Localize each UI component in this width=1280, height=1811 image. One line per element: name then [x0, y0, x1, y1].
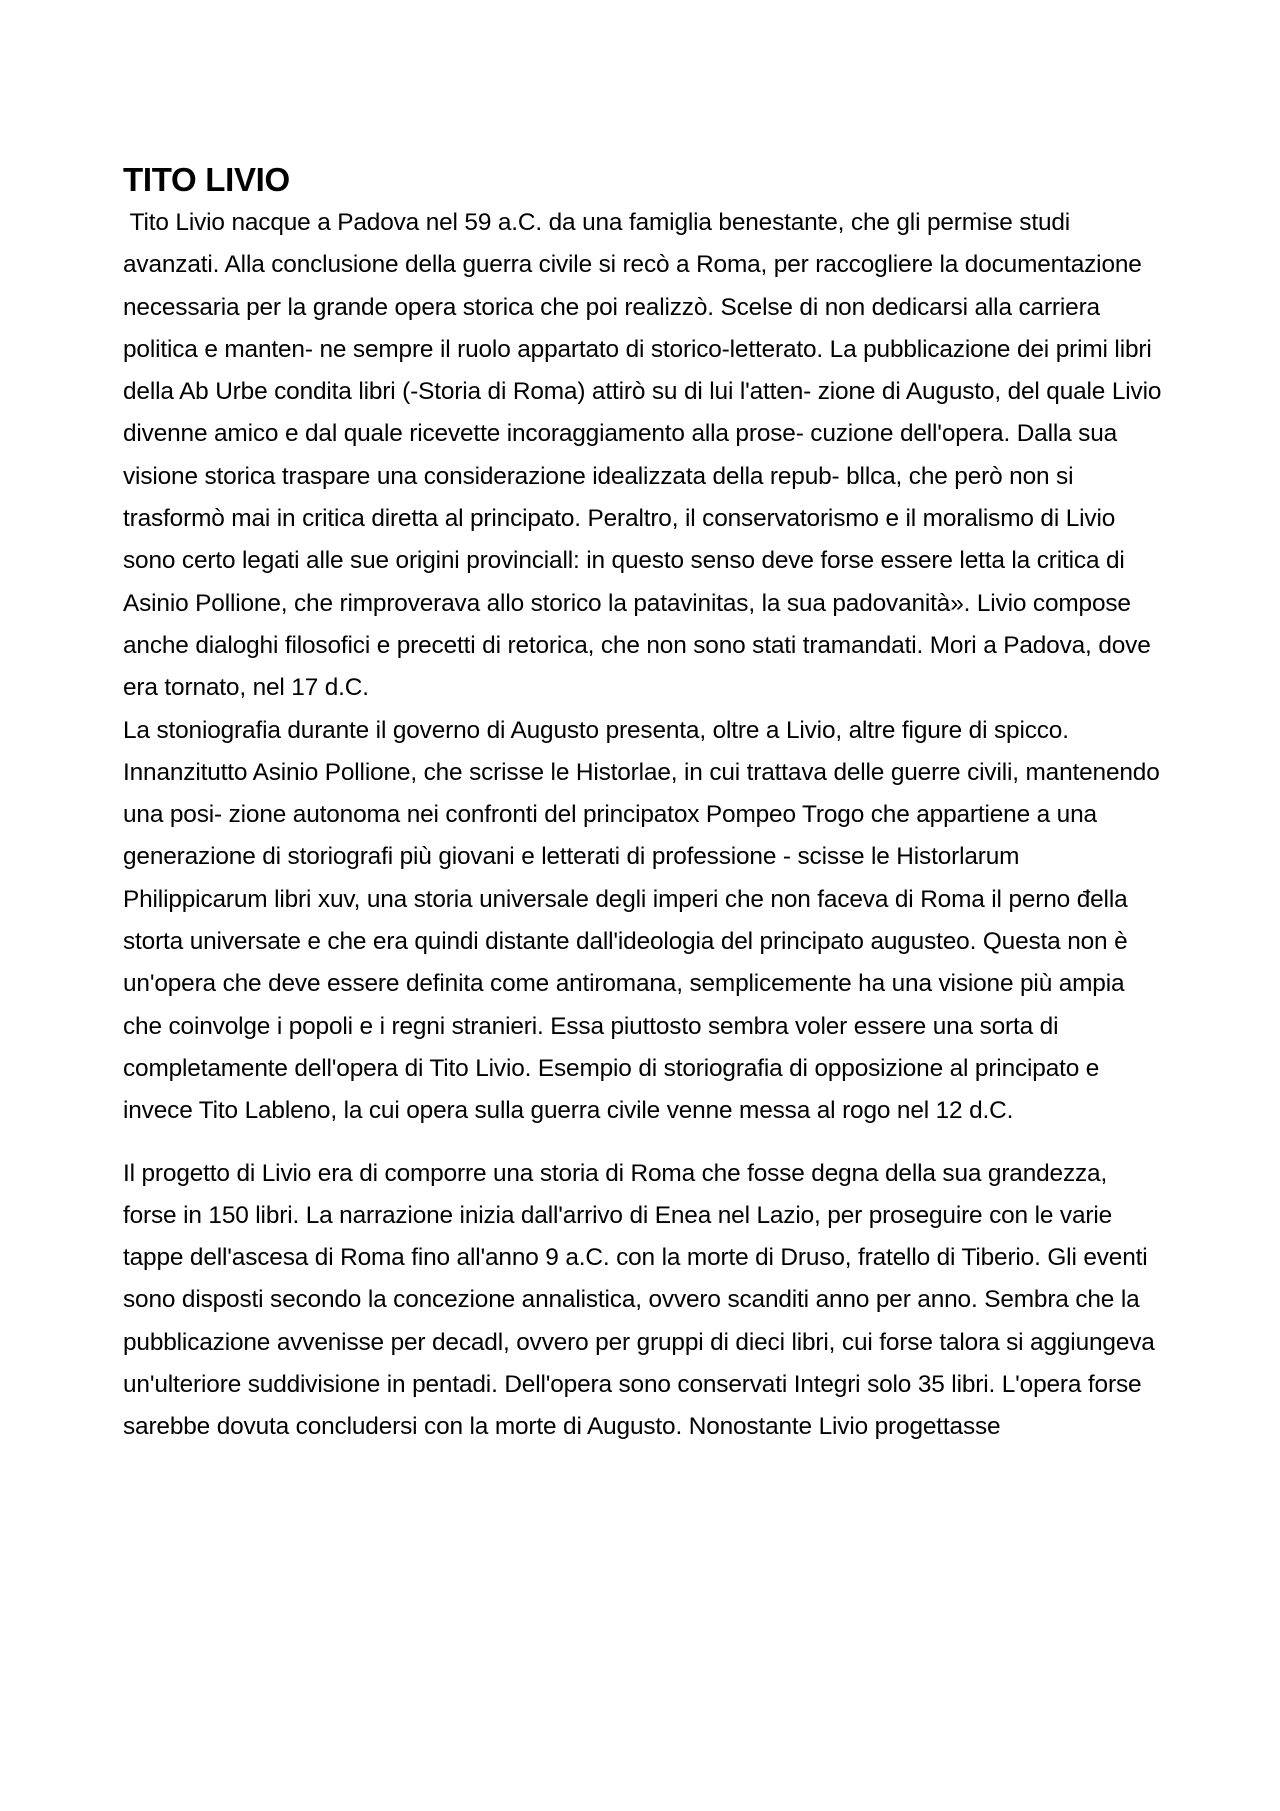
paragraph-biography: Tito Livio nacque a Padova nel 59 a.C. da una famiglia benestante, che gli permise studi avanzati. Alla conclusione della guerra civile si recò a Roma, per raccogliere la documentazione necessaria per la grande opera storica che poi realizzò. Scelse di non dedicarsi alla carriera politica e manten- ne sempre il ruolo appartato di storico-letterato. La pubblicazione dei primi libri della Ab Urbe condita libri (-Storia di Roma) attirò su di lui l'atten- zione di Augusto, del quale Livio divenne amico e dal quale ricevette incoraggiamento alla prose- cuzione dell'opera. Dalla sua visione storica traspare una considerazione idealizzata della repub- bllca, che però non si trasformò mai in critica diretta al principato. Peraltro, il conservatorismo e il moralismo di Livio sono certo legati alle sue origini provinciall: in questo senso deve forse essere letta la critica di Asinio Pollione, che rimproverava allo storico la patavinitas, la sua padovanità». Livio compose anche dialoghi filosofici e precetti di retorica, che non sono stati tramandati. Mori a Padova, dove era tornato, nel 17 d.C. — [123, 209, 1168, 702]
paragraph-project: Il progetto di Livio era di comporre una storia di Roma che fosse degna della sua grandezza, forse in 150 libri. La narrazione inizia dall'arrivo di Enea nel Lazio, per proseguire con le varie tappe dell'ascesa di Roma fino all'anno 9 a.C. con la morte di Druso, fratello di Tiberio. Gli eventi sono disposti secondo la concezione annalistica, ovvero scanditi anno per anno. Sembra che la pubblicazione avvenisse per decadl, ovvero per gruppi di dieci libri, cui forse talora si aggiungeva un'ulteriore suddivisione in pentadi. Dell'opera sono conservati Integri solo 35 libri. L'opera forse sarebbe dovuta concludersi con la morte di Augusto. Nonostante Livio progettasse — [123, 1159, 1162, 1441]
paragraph-historiography: La stoniografia durante il governo di Augusto presenta, oltre a Livio, altre figure di spicco. Innanzitutto Asinio Pollione, che scrisse le Historlae, in cui trattava delle guerre civili, mantenendo una posi- zione autonoma nei confronti del principatox Pompeo Trogo che appartiene a una generazione di storiografi più giovani e letterati di professione - scisse le Historlarum Philippicarum libri xuv, una storia universale degli imperi che non faceva di Roma il perno đella storta universate e che era quindi distante dall'ideologia del principato augusteo. Questa non è un'opera che deve essere definita come antiromana, semplicemente ha una visione più ampia che coinvolge i popoli e i regni stranieri. Essa piuttosto sembra voler essere una sorta di completamente dell'opera di Tito Livio. Esempio di storiografia di opposizione al principato e invece Tito Lableno, la cui opera sulla guerra civile venne messa al rogo nel 12 d.C. — [123, 716, 1167, 1125]
document-title: TITO LIVIO — [123, 161, 290, 198]
document-body — [123, 158, 1168, 1449]
